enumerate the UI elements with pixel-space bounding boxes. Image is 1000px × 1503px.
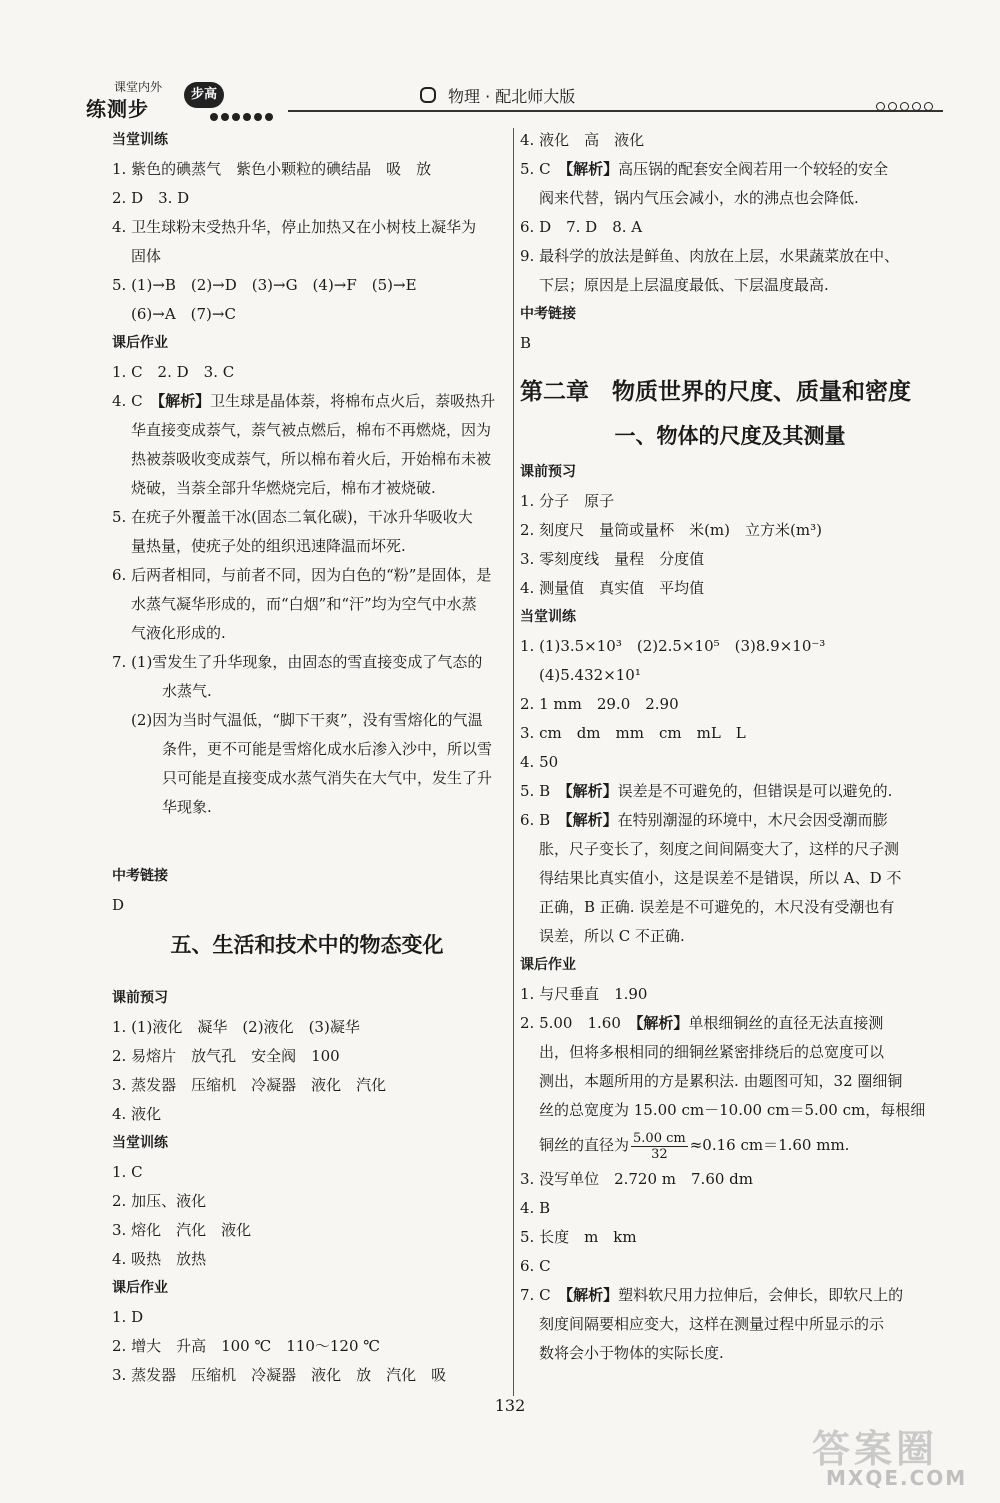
answer-line: 数将会小于物体的实际长度. <box>539 1344 724 1362</box>
answer-line: 下层；原因是上层温度最低、下层温度最高. <box>539 276 829 294</box>
answer-line: (2)因为当时气温低，“脚下干爽”，没有雪熔化的气温 <box>131 711 483 729</box>
answer-line: (4)5.432×10¹ <box>539 666 641 684</box>
answer-line: 4. 50 <box>520 753 559 771</box>
answer-line: 4. 吸热 放热 <box>112 1250 207 1268</box>
answer-line: 7. (1)雪发生了升华现象，由固态的雪直接变成了气态的 <box>112 653 483 671</box>
answer-line: 5. 在疣子外覆盖干冰(固态二氧化碳)，干冰升华吸收大 <box>112 508 473 526</box>
section-heading: 当堂训练 <box>520 609 576 625</box>
answer-line: 3. 熔化 汽化 液化 <box>112 1221 252 1239</box>
answer-line: 5. 长度 m km <box>520 1228 637 1246</box>
answer-line: 丝的总宽度为 15.00 cm－10.00 cm＝5.00 cm，每根细 <box>539 1101 926 1119</box>
watermark-url: MXQE.COM <box>826 1466 968 1490</box>
answer-line: (6)→A (7)→C <box>131 305 236 323</box>
answer-line: 1. 紫色的碘蒸气 紫色小颗粒的碘结晶 吸 放 <box>112 160 432 178</box>
answer-line: 1. 与尺垂直 1.90 <box>520 985 648 1003</box>
fraction-denominator: 32 <box>651 1146 668 1162</box>
answer-line: B <box>520 334 532 352</box>
answer-line: 正确，B 正确. 误差是不可避免的，木尺没有受潮也有 <box>539 898 895 916</box>
section-heading: 中考链接 <box>112 868 168 884</box>
answer-line: 1. D <box>112 1308 144 1326</box>
circle-icon <box>420 87 436 103</box>
answer-line: 1. C <box>112 1163 143 1181</box>
answer-line: 9. 最科学的放法是鲜鱼、肉放在上层，水果蔬菜放在中、 <box>520 247 900 265</box>
answer-line: 水蒸气凝华形成的，而“白烟”和“汗”均为空气中水蒸 <box>131 595 477 613</box>
answer-line: 4. 测量值 真实值 平均值 <box>520 579 705 597</box>
answer-line: 4. 液化 高 液化 <box>520 131 645 149</box>
answer-line: 3. 蒸发器 压缩机 冷凝器 液化 汽化 <box>112 1076 387 1094</box>
answer-line: 2. 易熔片 放气孔 安全阀 100 <box>112 1047 340 1065</box>
answer-line: 固体 <box>131 247 162 265</box>
logo-dots-icon <box>210 106 290 114</box>
watermark-text: 答案圈 <box>812 1427 939 1471</box>
answer-line: 华现象. <box>162 798 212 816</box>
answer-line: 1. C 2. D 3. C <box>112 363 235 381</box>
answer-line: 3. cm dm mm cm mL L <box>520 724 746 742</box>
section-title: 一、物体的尺度及其测量 <box>614 424 846 448</box>
answer-line: 3. 蒸发器 压缩机 冷凝器 液化 放 汽化 吸 <box>112 1366 447 1384</box>
right-column <box>520 126 940 1368</box>
answer-line: 3. 没写单位 2.720 m 7.60 dm <box>520 1170 754 1188</box>
answer-line: 水蒸气. <box>162 682 212 700</box>
section-title: 五、生活和技术中的物态变化 <box>170 933 444 957</box>
analysis-tag: 【解析】 <box>635 1014 689 1032</box>
answer-line: 2. 刻度尺 量筒或量杯 米(m) 立方米(m³) <box>520 521 822 539</box>
section-heading: 课前预习 <box>520 464 576 480</box>
answer-line: 量热量，使疣子处的组织迅速降温而坏死. <box>131 537 406 555</box>
header-title <box>420 84 575 107</box>
answer-line: 4. 卫生球粉末受热升华，停止加热又在小树枝上凝华为 <box>112 218 477 236</box>
answer-line: 刻度间隔要相应变大，这样在测量过程中所显示的示 <box>539 1315 885 1333</box>
answer-line: 6. D 7. D 8. A <box>520 218 643 236</box>
header-circles-icon <box>876 96 936 115</box>
answer-line: 2. D 3. D <box>112 189 190 207</box>
answer-line: 误差，所以 C 不正确. <box>539 927 685 945</box>
answer-line: 6. B 【解析】在特别潮湿的环境中，木尺会因受潮而膨 <box>520 811 888 829</box>
analysis-tag: 【解析】 <box>565 782 618 800</box>
logo-top-text: 课堂内外 <box>114 80 163 94</box>
answer-line: 1. (1)3.5×10³ (2)2.5×10⁵ (3)8.9×10⁻³ <box>520 637 826 655</box>
answer-line: 6. 后两者相同，与前者不同，因为白色的“粉”是固体，是 <box>112 566 492 584</box>
section-heading: 课后作业 <box>112 335 168 351</box>
chapter-title: 第二章 物质世界的尺度、质量和密度 <box>520 379 911 405</box>
answer-line: 7. C 【解析】塑料软尺用力拉伸后，会伸长，即软尺上的 <box>520 1286 904 1304</box>
answer-line: 得结果比真实值小，这是误差不是错误，所以 A、D 不 <box>539 869 902 887</box>
logo-badge: 步高 <box>184 82 224 108</box>
section-heading: 当堂训练 <box>112 1135 168 1151</box>
analysis-tag: 【解析】 <box>565 1286 619 1304</box>
answer-line: 气液化形成的. <box>131 624 226 642</box>
page-header <box>60 70 950 120</box>
answer-line: 5. B 【解析】误差是不可避免的，但错误是可以避免的. <box>520 782 893 800</box>
answer-line: 5. (1)→B (2)→D (3)→G (4)→F (5)→E <box>112 276 417 294</box>
left-column <box>112 126 502 1390</box>
header-rule <box>288 110 943 112</box>
page-number: 132 <box>494 1396 526 1415</box>
analysis-tag: 【解析】 <box>565 811 618 829</box>
fraction-numerator: 5.00 cm <box>633 1130 686 1146</box>
answer-line: 阀来代替，锅内气压会减小，水的沸点也会降低. <box>539 189 859 207</box>
answer-line: D <box>112 896 125 914</box>
analysis-tag: 【解析】 <box>157 392 211 410</box>
section-heading: 课前预习 <box>112 990 168 1006</box>
answer-line: 6. C <box>520 1257 551 1275</box>
answer-line: 2. 加压、液化 <box>112 1192 207 1210</box>
column-divider <box>513 128 514 1396</box>
section-heading: 课后作业 <box>520 957 576 973</box>
analysis-tag: 【解析】 <box>565 160 619 178</box>
answer-line: 华直接变成萘气，萘气被点燃后，棉布不再燃烧，因为 <box>131 421 492 439</box>
answer-line: 4. B <box>520 1199 551 1217</box>
section-heading: 课后作业 <box>112 1280 168 1296</box>
answer-line: 测出，本题所用的方是累积法. 由题图可知，32 圈细铜 <box>539 1072 903 1090</box>
answer-line: 1. (1)液化 凝华 (2)液化 (3)凝华 <box>112 1018 360 1036</box>
header-title-text: 物理 · 配北师大版 <box>448 87 576 106</box>
answer-line: 4. 液化 <box>112 1105 162 1123</box>
answer-line: 铜丝的直径为 $\frac{5.00 cm}{32}$ ≈0.16 cm＝1.60 mm. <box>539 1130 850 1162</box>
answer-line: 4. C 【解析】卫生球是晶体萘，将棉布点火后，萘吸热升 <box>112 392 496 410</box>
answer-line: 3. 零刻度线 量程 分度值 <box>520 550 705 568</box>
answer-line: 2. 增大 升高 100 ℃ 110～120 ℃ <box>112 1337 381 1355</box>
site-watermark <box>808 1418 988 1498</box>
answer-line: 2. 5.00 1.60 【解析】单根细铜丝的直径无法直接测 <box>520 1014 884 1032</box>
answer-line: 5. C 【解析】高压锅的配套安全阀若用一个较轻的安全 <box>520 160 889 178</box>
answer-line: 2. 1 mm 29.0 2.90 <box>520 695 679 713</box>
answer-line: 只可能是直接变成水蒸气消失在大气中，发生了升 <box>162 769 493 787</box>
answer-line: 烧破，当萘全部升华燃烧完后，棉布才被烧破. <box>131 479 436 497</box>
answer-line: 条件，更不可能是雪熔化成水后渗入沙中，所以雪 <box>162 740 493 758</box>
answer-line: 热被萘吸收变成萘气，所以棉布着火后，开始棉布未被 <box>131 450 492 468</box>
answer-line: 胀，尺子变长了，刻度之间间隔变大了，这样的尺子测 <box>539 840 900 858</box>
fraction <box>631 1131 688 1162</box>
answer-line: 出，但将多根相同的细铜丝紧密排绕后的总宽度可以 <box>539 1043 885 1061</box>
logo-main-text: 练测步 <box>86 97 149 121</box>
answer-line: 1. 分子 原子 <box>520 492 615 510</box>
section-heading: 中考链接 <box>520 306 576 322</box>
section-heading: 当堂训练 <box>112 132 168 148</box>
